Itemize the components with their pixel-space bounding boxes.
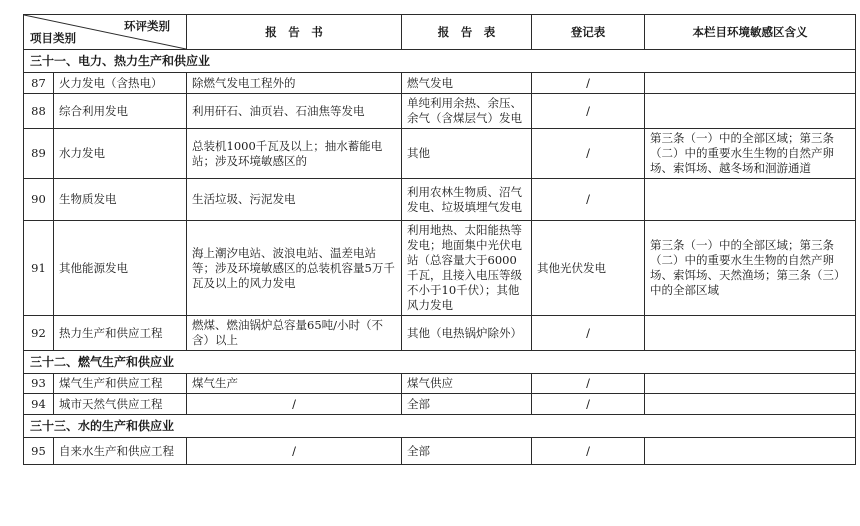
report-book-cell: 利用矸石、油页岩、石油焦等发电 xyxy=(187,94,402,129)
project-name: 综合利用发电 xyxy=(54,94,187,129)
row-number: 90 xyxy=(24,179,54,221)
sensitive-area-cell xyxy=(645,73,856,94)
project-name: 自来水生产和供应工程 xyxy=(54,438,187,465)
report-form-cell: 利用地热、太阳能热等发电；地面集中光伏电站（总容量大于6000千瓦，且接入电压等级不小于10千伏）；其他风力发电 xyxy=(402,221,532,316)
section-row xyxy=(24,50,856,73)
classification-table-sheet xyxy=(23,14,855,516)
table-row xyxy=(24,221,856,316)
sensitive-area-cell xyxy=(645,316,856,351)
project-name: 热力生产和供应工程 xyxy=(54,316,187,351)
report-book-cell: 除燃气发电工程外的 xyxy=(187,73,402,94)
header-sensitive-area: 本栏目环境敏感区含义 xyxy=(645,15,856,50)
section-row xyxy=(24,351,856,374)
project-name: 其他能源发电 xyxy=(54,221,187,316)
sensitive-area-cell xyxy=(645,394,856,415)
report-book-cell: 总装机1000千瓦及以上；抽水蓄能电站；涉及环境敏感区的 xyxy=(187,129,402,179)
sensitive-area-cell xyxy=(645,438,856,465)
project-name: 火力发电（含热电） xyxy=(54,73,187,94)
report-book-cell: / xyxy=(187,438,402,465)
header-row xyxy=(24,15,856,50)
header-eia-category: 环评类别 xyxy=(124,19,170,33)
row-number: 95 xyxy=(24,438,54,465)
project-name: 生物质发电 xyxy=(54,179,187,221)
report-book-cell: 煤气生产 xyxy=(187,374,402,394)
row-number: 88 xyxy=(24,94,54,129)
registration-cell: / xyxy=(532,316,645,351)
registration-cell: / xyxy=(532,179,645,221)
row-number: 94 xyxy=(24,394,54,415)
section-title: 三十三、水的生产和供应业 xyxy=(24,415,856,438)
report-book-cell: 生活垃圾、污泥发电 xyxy=(187,179,402,221)
project-name: 水力发电 xyxy=(54,129,187,179)
table-row xyxy=(24,316,856,351)
table-row xyxy=(24,374,856,394)
row-number: 93 xyxy=(24,374,54,394)
registration-cell: / xyxy=(532,94,645,129)
project-name: 煤气生产和供应工程 xyxy=(54,374,187,394)
row-number: 92 xyxy=(24,316,54,351)
report-book-cell: 燃煤、燃油锅炉总容量65吨/小时（不含）以上 xyxy=(187,316,402,351)
report-form-cell: 其他 xyxy=(402,129,532,179)
report-book-cell: 海上潮汐电站、波浪电站、温差电站等；涉及环境敏感区的总装机容量5万千瓦及以上的风力发电 xyxy=(187,221,402,316)
section-title: 三十一、电力、热力生产和供应业 xyxy=(24,50,856,73)
report-form-cell: 全部 xyxy=(402,394,532,415)
header-report-form: 报 告 表 xyxy=(402,15,532,50)
header-report-book: 报 告 书 xyxy=(187,15,402,50)
table-row xyxy=(24,94,856,129)
registration-cell: / xyxy=(532,129,645,179)
sensitive-area-cell xyxy=(645,179,856,221)
registration-cell: / xyxy=(532,374,645,394)
eia-classification-table xyxy=(23,14,856,465)
registration-cell: / xyxy=(532,73,645,94)
registration-cell: / xyxy=(532,394,645,415)
table-row xyxy=(24,73,856,94)
sensitive-area-cell xyxy=(645,374,856,394)
sensitive-area-cell: 第三条（一）中的全部区域；第三条（二）中的重要水生生物的自然产卵场、索饵场、天然渔场；第三条（三）中的全部区域 xyxy=(645,221,856,316)
table-row xyxy=(24,179,856,221)
header-project-category: 项目类别 xyxy=(30,31,76,45)
table-row xyxy=(24,129,856,179)
table-row xyxy=(24,438,856,465)
row-number: 91 xyxy=(24,221,54,316)
table-row xyxy=(24,394,856,415)
project-name: 城市天然气供应工程 xyxy=(54,394,187,415)
row-number: 87 xyxy=(24,73,54,94)
diagonal-header-cell xyxy=(24,15,187,50)
report-form-cell: 燃气发电 xyxy=(402,73,532,94)
report-form-cell: 全部 xyxy=(402,438,532,465)
sensitive-area-cell: 第三条（一）中的全部区域；第三条（二）中的重要水生生物的自然产卵场、索饵场、越冬场和洄游通道 xyxy=(645,129,856,179)
report-form-cell: 单纯利用余热、余压、余气（含煤层气）发电 xyxy=(402,94,532,129)
sensitive-area-cell xyxy=(645,94,856,129)
report-form-cell: 利用农林生物质、沼气发电、垃圾填埋气发电 xyxy=(402,179,532,221)
report-book-cell: / xyxy=(187,394,402,415)
row-number: 89 xyxy=(24,129,54,179)
report-form-cell: 煤气供应 xyxy=(402,374,532,394)
registration-cell: 其他光伏发电 xyxy=(532,221,645,316)
section-row xyxy=(24,415,856,438)
report-form-cell: 其他（电热锅炉除外） xyxy=(402,316,532,351)
section-title: 三十二、燃气生产和供应业 xyxy=(24,351,856,374)
header-registration: 登记表 xyxy=(532,15,645,50)
table-body xyxy=(24,50,856,465)
registration-cell: / xyxy=(532,438,645,465)
